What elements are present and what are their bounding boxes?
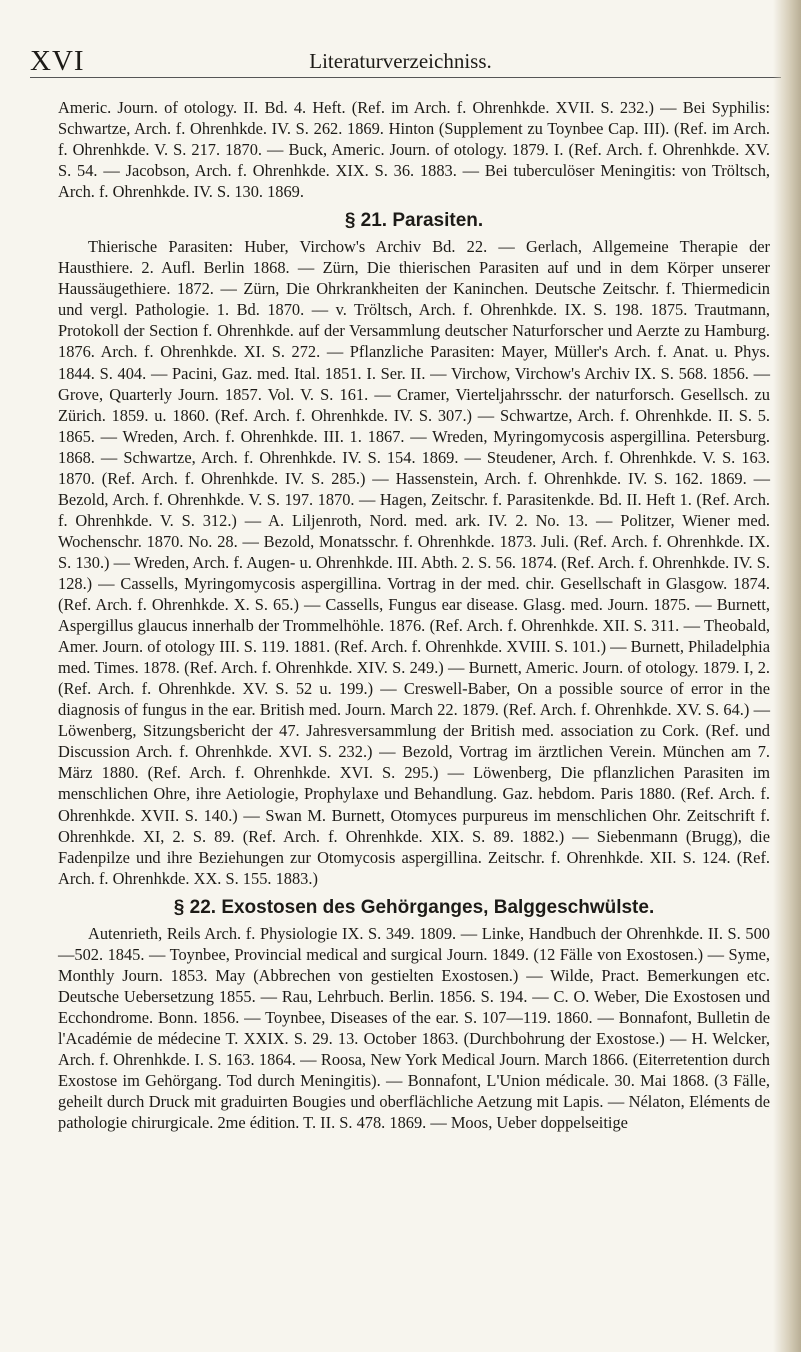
page-number: XVI: [30, 45, 85, 77]
section-22-paragraph: Autenrieth, Reils Arch. f. Physiologie IX. S. 349. 1809. — Linke, Handbuch der Ohrenhkde. II. S. 500—502. 1845. — Toynbee, Provincial medical and surgical Journ. 1849. (12 Fälle von Exostosen.) — Syme, Monthly Journ. 1853. May (Abbrechen von gestielten Exostosen.) — Wilde, Pract. Bemerkungen etc. Deutsche Uebersetzung 1855. — Rau, Lehrbuch. Berlin. 1856. S. 194. — C. O. Weber, Die Exostosen und Ecchondrome. Bonn. 1856. — Toynbee, Diseases of the ear. S. 107—119. 1860. — Bonnafont, Bulletin de l'Académie de médecine T. XXIX. S. 29. 13. October 1863. (Durchbohrung der Exostose.) — H. Welcker, Arch. f. Ohrenhkde. I. S. 163. 1864. — Roosa, New York Medical Journ. March 1866. (Eiterretention durch Exostose im Gehörgang. Tod durch Meningitis). — Bonnafont, L'Union médicale. 30. Mai 1868. (3 Fälle, geheilt durch Druck mit graduirten Bougies und oberflächliche Aetzung mit Lapis. — Nélaton, Eléments de pathologie chirurgicale. 2me édition. T. II. S. 478. 1869. — Moos, Ueber doppelseitige: [58, 923, 770, 1133]
section-21-paragraph: Thierische Parasiten: Huber, Virchow's Archiv Bd. 22. — Gerlach, Allgemeine Therapie der Hausthiere. 2. Aufl. Berlin 1868. — Zürn, Die thierischen Parasiten auf und in dem Körper unserer Haussäugethiere. 1872. — Zürn, Die Ohrkrankheiten der Kaninchen. Deutsche Zeitschr. f. Thiermedicin und vergl. Pathologie. 1. Bd. 1870. — v. Tröltsch, Arch. f. Ohrenhkde. IX. S. 198. 1875. Trautmann, Protokoll der Section f. Ohrenhkde. auf der Versammlung deutscher Naturforscher und Aerzte zu Hamburg. 1876. Arch. f. Ohrenhkde. XI. S. 272. — Pflanzliche Parasiten: Mayer, Müller's Arch. f. Anat. u. Phys. 1844. S. 404. — Pacini, Gaz. med. Ital. 1851. I. Ser. II. — Virchow, Virchow's Archiv IX. S. 568. 1856. — Grove, Quarterly Journ. 1857. Vol. V. S. 161. — Cramer, Vierteljahrsschr. der naturforsch. Gesellsch. zu Zürich. 1859. u. 1860. (Ref. Arch. f. Ohrenhkde. IV. S. 307.) — Schwartze, Arch. f. Ohrenhkde. II. S. 5. 1865. — Wreden, Arch. f. Ohrenhkde. III. 1. 1867. — Wreden, Myringomycosis aspergillina. Petersburg. 1868. — Schwartze, Arch. f. Ohrenhkde. IV. S. 154. 1869. — Steudener, Arch. f. Ohrenhkde. V. S. 163. 1870. (Ref. Arch. f. Ohrenhkde. IV. S. 285.) — Hassenstein, Arch. f. Ohrenhkde. IV. S. 162. 1869. — Bezold, Arch. f. Ohrenhkde. V. S. 197. 1870. — Hagen, Zeitschr. f. Parasitenkde. Bd. II. Heft 1. (Ref. Arch. f. Ohrenhkde. V. S. 312.) — A. Liljenroth, Nord. med. ark. IV. 2. No. 13. — Politzer, Wiener med. Wochenschr. 1870. No. 28. — Bezold, Monatsschr. f. Ohrenhkde. 1873. Juli. (Ref. Arch. f. Ohrenhkde. IX. S. 130.) — Wreden, Arch. f. Augen- u. Ohrenhkde. III. Abth. 2. S. 56. 1874. (Ref. Arch. f. Ohrenhkde. IV. S. 128.) — Cassells, Myringomycosis aspergillina. Vortrag in der med. chir. Gesellschaft in Glasgow. 1874. (Ref. Arch. f. Ohrenhkde. X. S. 65.) — Cassells, Fungus ear disease. Glasg. med. Journ. 1875. — Burnett, Aspergillus glaucus innerhalb der Trommelhöhle. 1876. (Ref. Arch. f. Ohrenhkde. XII. S. 311. — Theobald, Amer. Journ. of otology III. S. 119. 1881. (Ref. Arch. f. Ohrenhkde. XVIII. S. 101.) — Burnett, Philadelphia med. Times. 1878. (Ref. Arch. f. Ohrenhkde. XIV. S. 249.) — Burnett, Americ. Journ. of otology. 1879. I, 2. (Ref. Arch. f. Ohrenhkde. XV. S. 52 u. 199.) — Creswell-Baber, On a possible source of error in the diagnosis of fungus in the ear. British med. Journ. March 22. 1879. (Ref. Arch. f. Ohrenhkde. XV. S. 64.) — Löwenberg, Sitzungsbericht der 47. Jahresversammlung der British med. association zu Cork. (Ref. und Discussion Arch. f. Ohrenhkde. XVI. S. 232.) — Bezold, Vortrag im ärztlichen Verein. München am 7. März 1880. (Ref. Arch. f. Ohrenhkde. XVI. S. 295.) — Löwenberg, Die pflanzlichen Parasiten im menschlichen Ohre, ihre Aetiologie, Prophylaxe und Behandlung. Gaz. hebdom. Paris 1880. (Ref. Arch. f. Ohrenhkde. XVII. S. 140.) — Swan M. Burnett, Otomyces purpureus im menschlichen Ohr. Zeitschrift f. Ohrenhkde. XI, 2. S. 89. (Ref. Arch. f. Ohrenhkde. XIX. S. 89. 1882.) — Siebenmann (Brugg), die Fadenpilze und ihre Beziehungen zur Otomycosis aspergillina. Zeitschr. f. Ohrenhkde. XII. S. 124. (Ref. Arch. f. Ohrenhkde. XX. S. 155. 1883.): [58, 237, 770, 888]
section-22-heading: § 22. Exostosen des Gehörganges, Balggeschwülste.: [173, 896, 655, 918]
page-body: [58, 97, 770, 1133]
header-rule: [30, 77, 781, 78]
section-21-heading: § 21. Parasiten.: [344, 210, 484, 232]
running-title: Literaturverzeichniss.: [309, 49, 492, 73]
page-header: [0, 46, 801, 76]
intro-paragraph: Americ. Journ. of otology. II. Bd. 4. Heft. (Ref. im Arch. f. Ohrenhkde. XVII. S. 232.) — Bei Syphilis: Schwartze, Arch. f. Ohrenhkde. IV. S. 262. 1869. Hinton (Supplement zu Toynbee Cap. III). (Ref. im Arch. f. Ohrenhkde. V. S. 217. 1870. — Buck, Americ. Journ. of otology. 1879. I. (Ref. Arch. f. Ohrenhkde. XV. S. 54. — Jacobson, Arch. f. Ohrenhkde. XIX. S. 36. 1883. — Bei tuberculöser Meningitis: von Tröltsch, Arch. f. Ohrenhkde. IV. S. 130. 1869.: [58, 98, 770, 202]
page-edge-shadow: [773, 0, 801, 1352]
